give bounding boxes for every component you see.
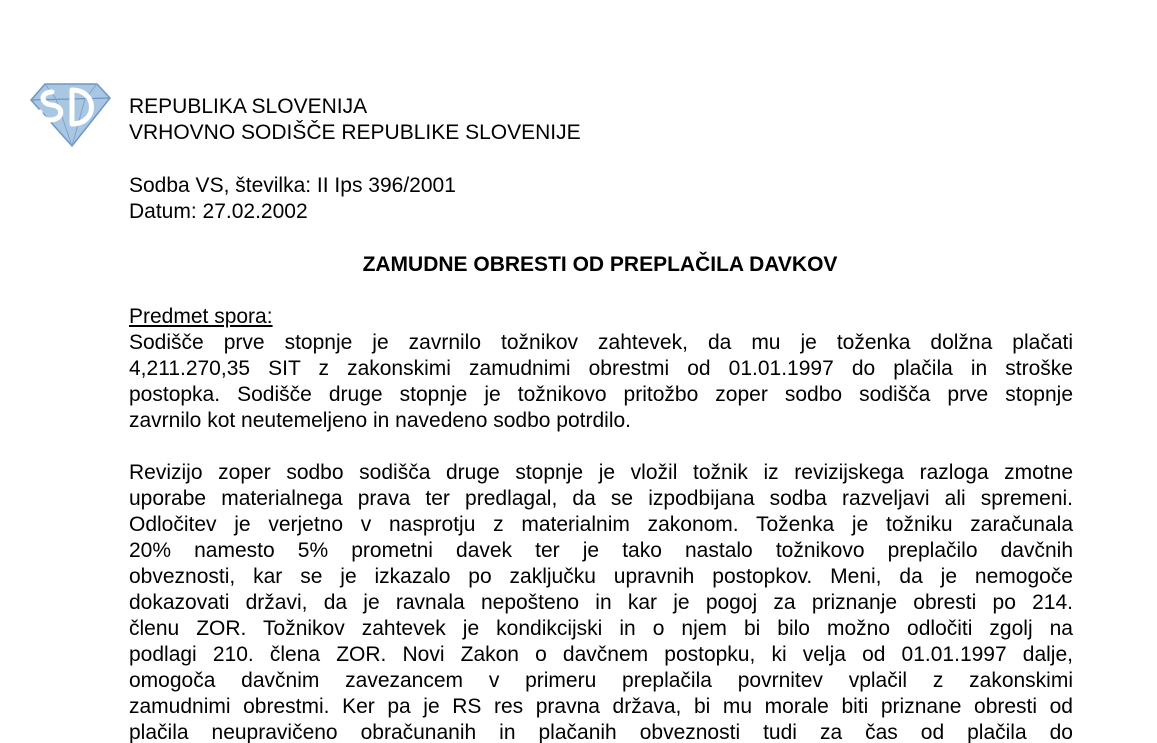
paragraph-line: 20% namesto 5% prometni davek ter je tako nastalo tožnikovo preplačilo davčnih [129,539,1073,562]
paragraph-line: dokazovati državi, da je ravnala nepošteno in kar je pogoj za priznanje obresti po 214. [129,591,1073,614]
paragraph-line: Sodišče prve stopnje je zavrnilo tožnikov zahtevek, da mu je toženka dolžna plačati [129,331,1073,354]
paragraph-line: uporabe materialnega prava ter predlagal, da se izpodbijana sodba razveljavi ali spremeni. [129,487,1073,510]
decision-date: Datum: 27.02.2002 [129,200,308,223]
paragraph-line: zamudnimi obrestmi. Ker pa je RS res pravna država, bi mu morale biti priznane obresti od [129,695,1073,718]
document-title: ZAMUDNE OBRESTI OD PREPLAČILA DAVKOV [362,253,838,276]
paragraph-line: Revizijo zoper sodbo sodišča druge stopnje je vložil tožnik iz revizijskega razloga zmotne [129,461,1073,484]
paragraph-line: obveznosti, kar se je izkazalo po zaključku upravnih postopkov. Meni, da je nemogoče [129,565,1073,588]
paragraph-line: postopka. Sodišče druge stopnje je tožnikovo pritožbo zoper sodbo sodišča prve stopnje [129,383,1073,406]
paragraph-line: zavrnilo kot neutemeljeno in navedeno sodbo potrdilo. [129,409,632,432]
paragraph-revision-arguments [129,460,1073,743]
header-court-name: VRHOVNO SODIŠČE REPUBLIKE SLOVENIJE [129,121,581,144]
header-republic: REPUBLIKA SLOVENIJA [129,95,368,118]
paragraph-line: omogoča davčnim zavezancem v primeru preplačila povrnitev vplačil z zakonskimi [129,669,1073,692]
paragraph-line: 4,211.270,35 SIT z zakonskimi zamudnimi obrestmi od 01.01.1997 do plačila in stroške [129,357,1073,380]
paragraph-line: podlagi 210. člena ZOR. Novi Zakon o davčnem postopku, ki velja od 01.01.1997 dalje, [129,643,1073,666]
paragraph-line: plačila neupravičeno obračunanih in plačanih obveznosti tudi za čas od plačila do [129,721,1073,743]
section-heading: Predmet spora: [129,305,273,328]
paragraph-line: členu ZOR. Tožnikov zahtevek je kondikcijski in o njem bi bilo možno odločiti zgolj na [129,617,1073,640]
case-number: Sodba VS, številka: II Ips 396/2001 [129,174,456,197]
paragraph-line: Odločitev je verjetno v nasprotju z materialnim zakonom. Toženka je tožniku zaračunala [129,513,1073,536]
paragraph-dispute-summary [129,330,1073,434]
court-shield-logo-icon [28,80,112,148]
